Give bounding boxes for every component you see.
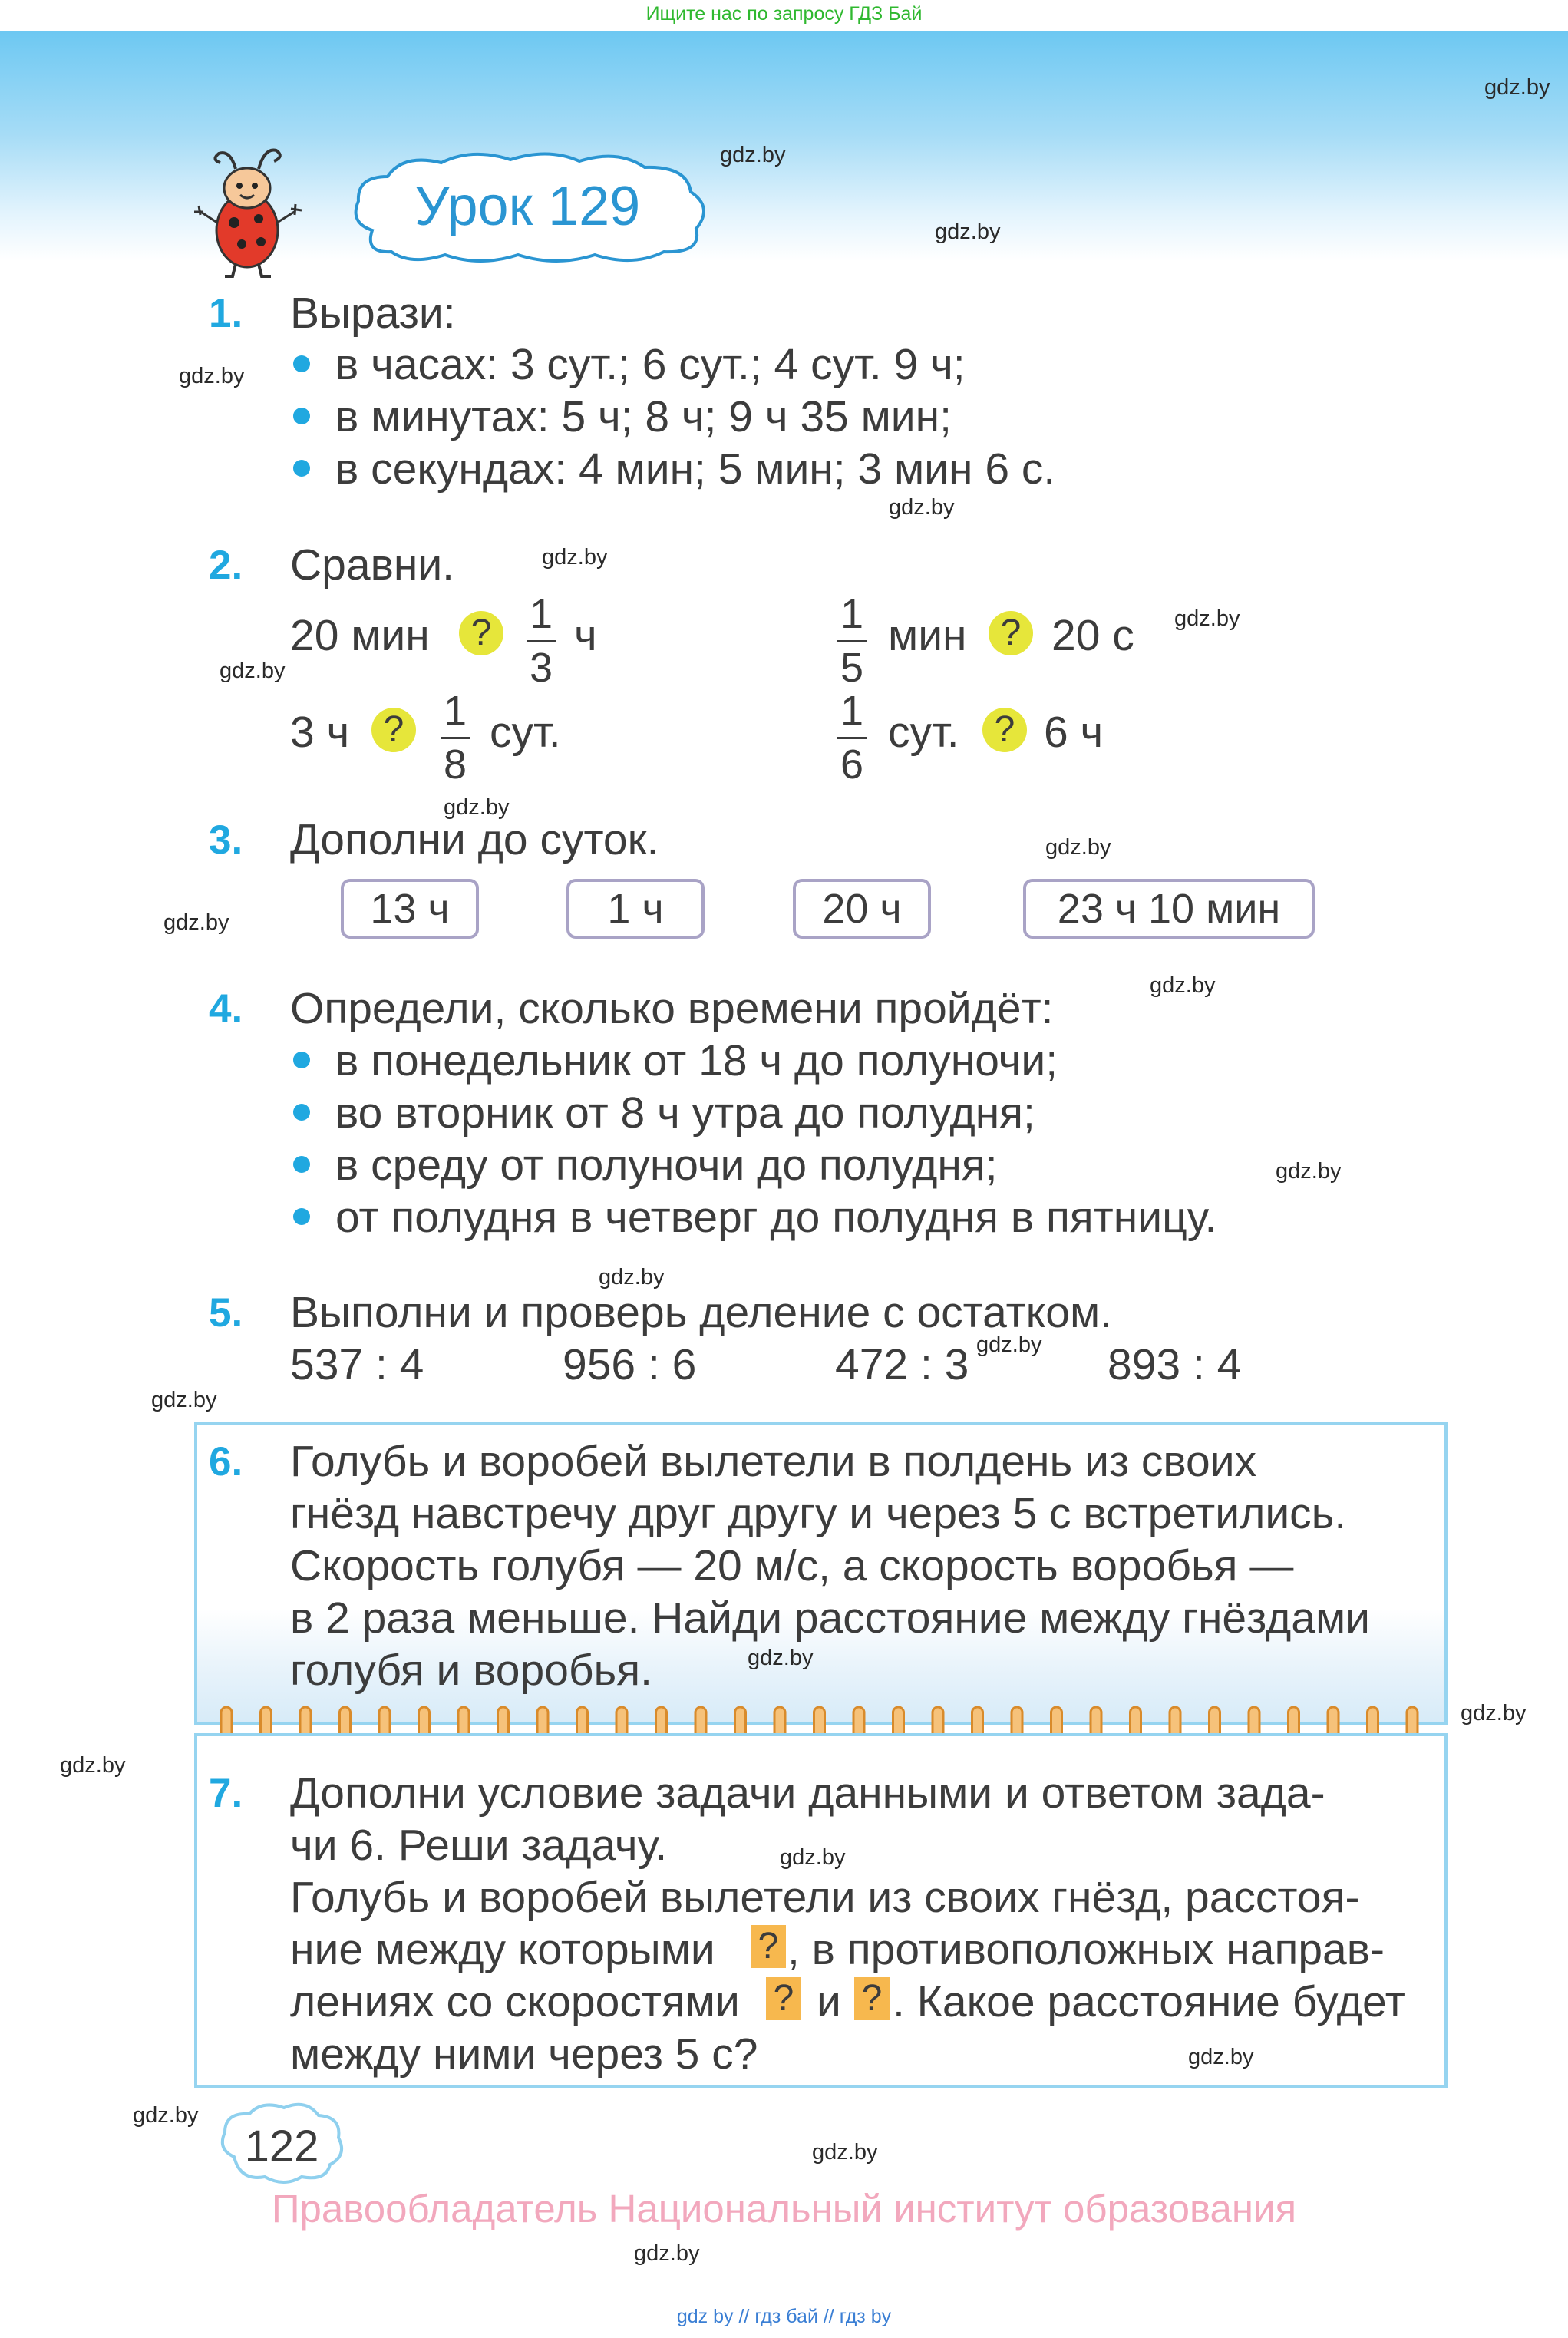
- time-box[interactable]: 13 ч: [341, 879, 479, 939]
- watermark: gdz.by: [1150, 973, 1216, 998]
- question-bubble-icon[interactable]: ?: [371, 708, 416, 752]
- watermark: gdz.by: [1174, 606, 1240, 631]
- task-1-heading: Вырази:: [290, 289, 456, 338]
- bullet-icon: [293, 1156, 310, 1173]
- watermark: gdz.by: [444, 795, 510, 820]
- time-box[interactable]: 20 ч: [793, 879, 931, 939]
- task-5-number: 5.: [209, 1290, 243, 1336]
- watermark: gdz.by: [1484, 75, 1550, 100]
- copyright-notice: Правообладатель Национальный институт образования: [271, 2187, 1297, 2231]
- watermark: gdz.by: [179, 364, 245, 388]
- watermark: gdz.by: [720, 143, 786, 167]
- question-square-icon[interactable]: ?: [751, 1925, 786, 1968]
- task-6-line: в 2 раза меньше. Найди расстояние между гнёздами: [290, 1593, 1370, 1643]
- bottom-links[interactable]: gdz by // гдз бай // гдз by: [676, 2306, 892, 2327]
- question-square-icon[interactable]: ?: [766, 1977, 801, 2020]
- watermark: gdz.by: [1045, 835, 1111, 860]
- bullet-icon: [293, 355, 310, 372]
- task-7-number: 7.: [209, 1771, 243, 1816]
- page-number: 122: [244, 2122, 319, 2171]
- top-search-banner[interactable]: Ищите нас по запросу ГДЗ Бай: [645, 3, 923, 25]
- task-7-line: и: [817, 1977, 841, 2026]
- task-7-line: лениях со скоростями: [290, 1977, 740, 2026]
- task-7-line: между ними через 5 с?: [290, 2029, 758, 2079]
- question-bubble-icon[interactable]: ?: [459, 611, 503, 655]
- watermark: gdz.by: [634, 2241, 700, 2266]
- task-1-number: 1.: [209, 291, 243, 336]
- task-5-heading: Выполни и проверь деление с остатком.: [290, 1288, 1112, 1337]
- watermark: gdz.by: [133, 2103, 199, 2128]
- bullet-icon: [293, 1208, 310, 1225]
- task-2-heading: Сравни.: [290, 540, 455, 589]
- compare-right-2-value: 6 ч: [1044, 708, 1104, 757]
- fraction-one-third: 1 3: [522, 591, 560, 691]
- division-example: 537 : 4: [290, 1340, 424, 1389]
- task-7-line: . Какое расстояние будет: [893, 1977, 1405, 2026]
- bullet-icon: [293, 1104, 310, 1121]
- task-1-item: в минутах: 5 ч; 8 ч; 9 ч 35 мин;: [335, 392, 952, 441]
- fraction-one-eighth: 1 8: [436, 688, 474, 788]
- task-7-line: ние между которыми: [290, 1925, 715, 1974]
- watermark: gdz.by: [599, 1265, 665, 1290]
- compare-left-2-value: 3 ч: [290, 708, 350, 757]
- task-6-number: 6.: [209, 1439, 243, 1484]
- bullet-icon: [293, 1052, 310, 1068]
- compare-right-1-unit: мин: [888, 611, 967, 660]
- watermark: gdz.by: [748, 1646, 814, 1670]
- question-bubble-icon[interactable]: ?: [989, 611, 1033, 655]
- task-4-item: во вторник от 8 ч утра до полудня;: [335, 1088, 1035, 1138]
- fraction-one-fifth: 1 5: [833, 591, 871, 691]
- time-box[interactable]: 23 ч 10 мин: [1023, 879, 1315, 939]
- time-box[interactable]: 1 ч: [566, 879, 705, 939]
- task-6-line: голубя и воробья.: [290, 1646, 652, 1695]
- watermark: gdz.by: [889, 495, 955, 520]
- question-bubble-icon[interactable]: ?: [982, 708, 1027, 752]
- task-1-item: в часах: 3 сут.; 6 сут.; 4 сут. 9 ч;: [335, 340, 966, 389]
- bullet-icon: [293, 408, 310, 424]
- task-4-item: в среду от полуночи до полудня;: [335, 1141, 998, 1190]
- compare-left-1-value: 20 мин: [290, 611, 430, 660]
- watermark: gdz.by: [151, 1388, 217, 1412]
- watermark: gdz.by: [812, 2140, 878, 2165]
- compare-left-1-unit: ч: [574, 611, 597, 660]
- division-example: 472 : 3: [835, 1340, 969, 1389]
- compare-left-2-unit: сут.: [490, 708, 561, 757]
- task-7-line: Голубь и воробей вылетели из своих гнёзд, расстоя-: [290, 1873, 1360, 1922]
- watermark: gdz.by: [163, 910, 229, 935]
- task-6-line: Голубь и воробей вылетели в полдень из своих: [290, 1437, 1257, 1486]
- task-7-line: чи 6. Реши задачу.: [290, 1821, 668, 1870]
- watermark: gdz.by: [220, 659, 286, 683]
- task-2-number: 2.: [209, 543, 243, 588]
- watermark: gdz.by: [935, 220, 1001, 244]
- task-4-item: от полудня в четверг до полудня в пятницу.: [335, 1193, 1217, 1242]
- task-4-number: 4.: [209, 986, 243, 1032]
- task-6-line: Скорость голубя — 20 м/с, а скорость воробья —: [290, 1541, 1294, 1590]
- question-square-icon[interactable]: ?: [854, 1977, 890, 2020]
- task-6-line: гнёзд навстречу друг другу и через 5 с встретились.: [290, 1489, 1347, 1538]
- compare-right-1-value: 20 с: [1051, 611, 1134, 660]
- division-example: 893 : 4: [1108, 1340, 1242, 1389]
- task-3-heading: Дополни до суток.: [290, 815, 659, 864]
- task-4-heading: Определи, сколько времени пройдёт:: [290, 984, 1054, 1033]
- watermark: gdz.by: [1461, 1701, 1527, 1725]
- ladybug-mascot-icon: [188, 138, 307, 280]
- bullet-icon: [293, 460, 310, 477]
- watermark: gdz.by: [542, 545, 608, 570]
- lesson-title: Урок 129: [414, 176, 641, 237]
- watermark: gdz.by: [1276, 1159, 1342, 1184]
- division-example: 956 : 6: [563, 1340, 697, 1389]
- fraction-one-sixth: 1 6: [833, 688, 871, 788]
- watermark: gdz.by: [976, 1332, 1042, 1357]
- compare-right-2-unit: сут.: [888, 708, 959, 757]
- task-1-item: в секундах: 4 мин; 5 мин; 3 мин 6 с.: [335, 444, 1056, 494]
- watermark: gdz.by: [1188, 2045, 1254, 2069]
- task-3-number: 3.: [209, 817, 243, 863]
- watermark: gdz.by: [60, 1753, 126, 1778]
- task-7-line: Дополни условие задачи данными и ответом зада-: [290, 1768, 1325, 1818]
- watermark: gdz.by: [780, 1845, 846, 1870]
- task-4-item: в понедельник от 18 ч до полуночи;: [335, 1036, 1058, 1085]
- task-7-line: , в противоположных направ-: [787, 1925, 1385, 1974]
